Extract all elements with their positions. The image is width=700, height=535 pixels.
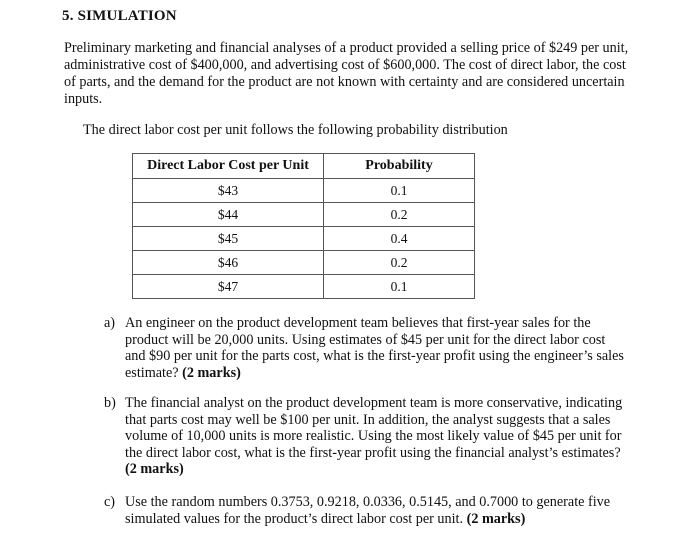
question-label: b) xyxy=(104,395,116,411)
question-text: The financial analyst on the product development team is more conservative, indicating that parts cost may well be $100 per unit. In addition, the analyst suggests that a sales volume of 10,000 units is more realistic. Using the most likely value of $45 per unit for the direct labor cost, what is the first-year profit using the financial analyst’s estimates? (2 marks) xyxy=(125,395,623,477)
question-label: a) xyxy=(104,315,116,331)
question-c xyxy=(104,494,624,527)
marks: (2 marks) xyxy=(466,510,526,527)
probability-cell: 0.1 xyxy=(324,275,475,299)
marks: (2 marks) xyxy=(125,461,184,477)
table-header-row xyxy=(133,154,475,179)
question-b xyxy=(104,395,624,478)
question-text: An engineer on the product development team believes that first-year sales for the product will be 20,000 units. Using estimates of $45 per unit for the direct labor cost and $90 per unit for the parts cost, what is the first-year profit using the engineer’s sales estimate? (2 marks) xyxy=(125,315,624,381)
table-row xyxy=(133,251,475,275)
question-text: Use the random numbers 0.3753, 0.9218, 0.0336, 0.5145, and 0.7000 to generate five simulated values for the product’s direct labor cost per unit. (2 marks) xyxy=(125,494,611,527)
section-heading: 5. SIMULATION xyxy=(62,8,177,24)
cost-cell: $46 xyxy=(133,251,324,275)
cost-cell: $45 xyxy=(133,227,324,251)
probability-cell: 0.2 xyxy=(324,251,475,275)
intro-paragraph: Preliminary marketing and financial analyses of a product provided a selling price of $249 per unit, administrative cost of $400,000, and advertising cost of $600,000. The cost of direct labor, the cost of parts, and the demand for the product are not known with certainty and are considered uncertain inputs. xyxy=(64,40,629,107)
distribution-intro: The direct labor cost per unit follows the following probability distribution xyxy=(83,122,508,138)
cost-cell: $47 xyxy=(133,275,324,299)
column-header-cost: Direct Labor Cost per Unit xyxy=(133,154,324,179)
question-label: c) xyxy=(104,494,116,510)
question-a xyxy=(104,315,624,381)
probability-cell: 0.4 xyxy=(324,227,475,251)
table-row xyxy=(133,275,475,299)
marks: (2 marks) xyxy=(182,364,241,381)
table-row xyxy=(133,179,475,203)
probability-table xyxy=(132,153,475,299)
table-row xyxy=(133,203,475,227)
cost-cell: $44 xyxy=(133,203,324,227)
probability-cell: 0.1 xyxy=(324,179,475,203)
column-header-probability: Probability xyxy=(324,154,475,179)
probability-cell: 0.2 xyxy=(324,203,475,227)
table-row xyxy=(133,227,475,251)
cost-cell: $43 xyxy=(133,179,324,203)
